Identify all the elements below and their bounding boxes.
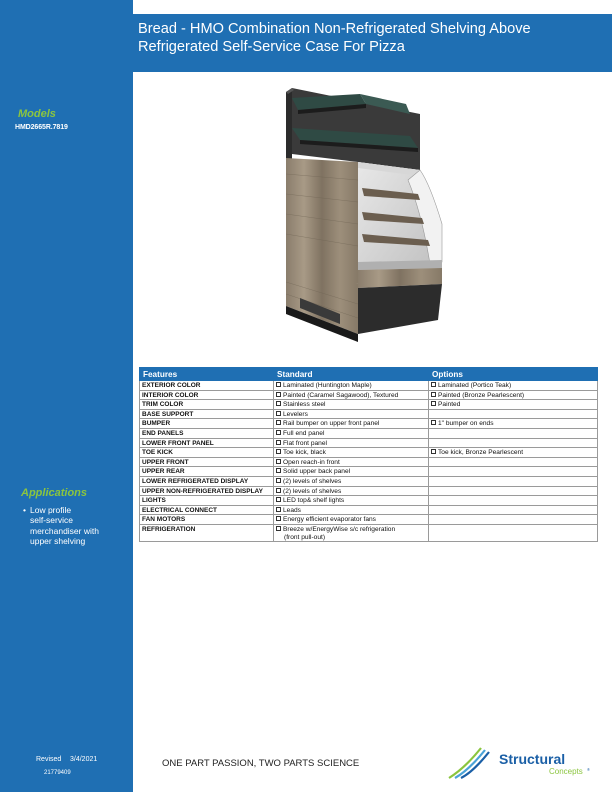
option-cell <box>429 496 598 506</box>
application-item <box>30 505 130 547</box>
structural-concepts-logo <box>447 746 607 780</box>
table-row <box>140 505 598 515</box>
bullet: • <box>23 505 26 515</box>
option-cell <box>429 419 598 429</box>
revised-label: Revised <box>36 756 62 763</box>
standard-text: Levelers <box>283 410 308 418</box>
application-line: upper shelving <box>30 536 86 547</box>
feature-cell: LIGHTS <box>140 496 274 506</box>
column-header-options: Options <box>429 368 598 381</box>
option-cell <box>429 467 598 477</box>
standard-cell <box>274 400 429 410</box>
models-heading: Models <box>18 108 56 120</box>
option-cell <box>429 409 598 419</box>
checkbox-icon <box>276 401 281 406</box>
column-header-features: Features <box>140 368 274 381</box>
option-text: 1" bumper on ends <box>438 420 494 428</box>
option-cell <box>429 390 598 400</box>
option-cell <box>429 476 598 486</box>
tagline: ONE PART PASSION, TWO PARTS SCIENCE <box>162 758 360 769</box>
logo-word-concepts: Concepts <box>549 767 583 776</box>
option-cell <box>429 448 598 458</box>
table-row <box>140 419 598 429</box>
checkbox-icon <box>276 392 281 397</box>
checkbox-icon <box>276 488 281 493</box>
features-table <box>139 367 598 542</box>
feature-cell: ELECTRICAL CONNECT <box>140 505 274 515</box>
feature-cell: EXTERIOR COLOR <box>140 381 274 391</box>
standard-cell <box>274 438 429 448</box>
table-row <box>140 438 598 448</box>
checkbox-icon <box>276 516 281 521</box>
standard-text: Rail bumper on upper front panel <box>283 420 380 428</box>
page-title: Bread - HMO Combination Non-Refrigerated Shelving Above Refrigerated Self-Service Case For Pizza <box>138 21 531 55</box>
table-row <box>140 476 598 486</box>
table-row <box>140 457 598 467</box>
feature-cell: TOE KICK <box>140 448 274 458</box>
revised-date: 3/4/2021 <box>70 756 98 763</box>
option-cell <box>429 428 598 438</box>
checkbox-icon <box>276 459 281 464</box>
option-cell <box>429 457 598 467</box>
standard-cell <box>274 419 429 429</box>
standard-text: Open reach-in front <box>283 458 340 466</box>
column-header-standard: Standard <box>274 368 429 381</box>
checkbox-icon <box>431 449 436 454</box>
standard-text: Stainless steel <box>283 401 326 409</box>
feature-cell: LOWER REFRIGERATED DISPLAY <box>140 476 274 486</box>
feature-cell: REFRIGERATION <box>140 524 274 541</box>
table-row <box>140 496 598 506</box>
table-header-row <box>140 368 598 381</box>
table-row <box>140 390 598 400</box>
standard-text: LED top& shelf lights <box>283 497 345 505</box>
option-cell <box>429 486 598 496</box>
checkbox-icon <box>276 382 281 387</box>
option-text: Painted (Bronze Pearlescent) <box>438 391 525 399</box>
standard-text: Full end panel <box>283 429 325 437</box>
checkbox-icon <box>276 449 281 454</box>
standard-text-line2: (front pull-out) <box>284 533 326 541</box>
standard-cell <box>274 515 429 525</box>
standard-cell <box>274 381 429 391</box>
feature-cell: UPPER REAR <box>140 467 274 477</box>
table-row <box>140 486 598 496</box>
table-row <box>140 524 598 541</box>
model-code: HMD2665R.7819 <box>15 124 68 131</box>
standard-cell <box>274 505 429 515</box>
standard-text: Flat front panel <box>283 439 327 447</box>
checkbox-icon <box>276 430 281 435</box>
standard-cell <box>274 390 429 400</box>
standard-cell <box>274 524 429 541</box>
application-line: Low profile <box>30 505 72 515</box>
option-text: Toe kick, Bronze Pearlescent <box>438 449 524 457</box>
option-cell <box>429 524 598 541</box>
standard-text: Painted (Caramel Sagawood), Textured <box>283 391 399 399</box>
document-number: 21779409 <box>44 770 71 776</box>
checkbox-icon <box>431 392 436 397</box>
option-cell <box>429 438 598 448</box>
standard-cell <box>274 448 429 458</box>
standard-cell <box>274 409 429 419</box>
feature-cell: BUMPER <box>140 419 274 429</box>
feature-cell: UPPER FRONT <box>140 457 274 467</box>
option-text: Painted <box>438 401 461 409</box>
option-cell <box>429 400 598 410</box>
table-row <box>140 515 598 525</box>
table-row <box>140 448 598 458</box>
standard-text: (2) levels of shelves <box>283 487 342 495</box>
swoosh-icon <box>449 748 489 778</box>
checkbox-icon <box>431 420 436 425</box>
standard-text: Toe kick, black <box>283 449 326 457</box>
application-line: self-service <box>30 515 73 526</box>
standard-cell <box>274 496 429 506</box>
checkbox-icon <box>431 382 436 387</box>
table-row <box>140 381 598 391</box>
standard-text: Solid upper back panel <box>283 468 351 476</box>
standard-text: Laminated (Huntington Maple) <box>283 382 372 389</box>
standard-cell <box>274 486 429 496</box>
feature-cell: INTERIOR COLOR <box>140 390 274 400</box>
checkbox-icon <box>276 507 281 512</box>
table-row <box>140 409 598 419</box>
standard-cell <box>274 467 429 477</box>
checkbox-icon <box>276 478 281 483</box>
checkbox-icon <box>276 497 281 502</box>
checkbox-icon <box>431 401 436 406</box>
standard-text: Breeze w/EnergyWise s/c refrigeration <box>283 525 396 533</box>
option-cell <box>429 515 598 525</box>
feature-cell: BASE SUPPORT <box>140 409 274 419</box>
feature-cell: TRIM COLOR <box>140 400 274 410</box>
option-cell <box>429 505 598 515</box>
standard-text: Energy efficient evaporator fans <box>283 516 376 524</box>
table-row <box>140 428 598 438</box>
registered-mark: ® <box>587 767 590 772</box>
option-cell <box>429 381 598 391</box>
applications-heading: Applications <box>21 487 88 499</box>
checkbox-icon <box>276 440 281 445</box>
feature-cell: UPPER NON-REFRIGERATED DISPLAY <box>140 486 274 496</box>
table-row <box>140 400 598 410</box>
feature-cell: END PANELS <box>140 428 274 438</box>
checkbox-icon <box>276 526 281 531</box>
checkbox-icon <box>276 420 281 425</box>
standard-cell <box>274 476 429 486</box>
application-line: merchandiser with <box>30 525 99 536</box>
checkbox-icon <box>276 468 281 473</box>
table-row <box>140 467 598 477</box>
standard-text: (2) levels of shelves <box>283 477 342 485</box>
feature-cell: LOWER FRONT PANEL <box>140 438 274 448</box>
logo-word-structural: Structural <box>499 751 566 767</box>
table-body <box>140 381 598 542</box>
feature-cell: FAN MOTORS <box>140 515 274 525</box>
product-image <box>270 84 450 346</box>
standard-cell <box>274 428 429 438</box>
option-text: Laminated (Portico Teak) <box>438 382 512 389</box>
standard-cell <box>274 457 429 467</box>
checkbox-icon <box>276 411 281 416</box>
standard-text: Leads <box>283 506 301 514</box>
